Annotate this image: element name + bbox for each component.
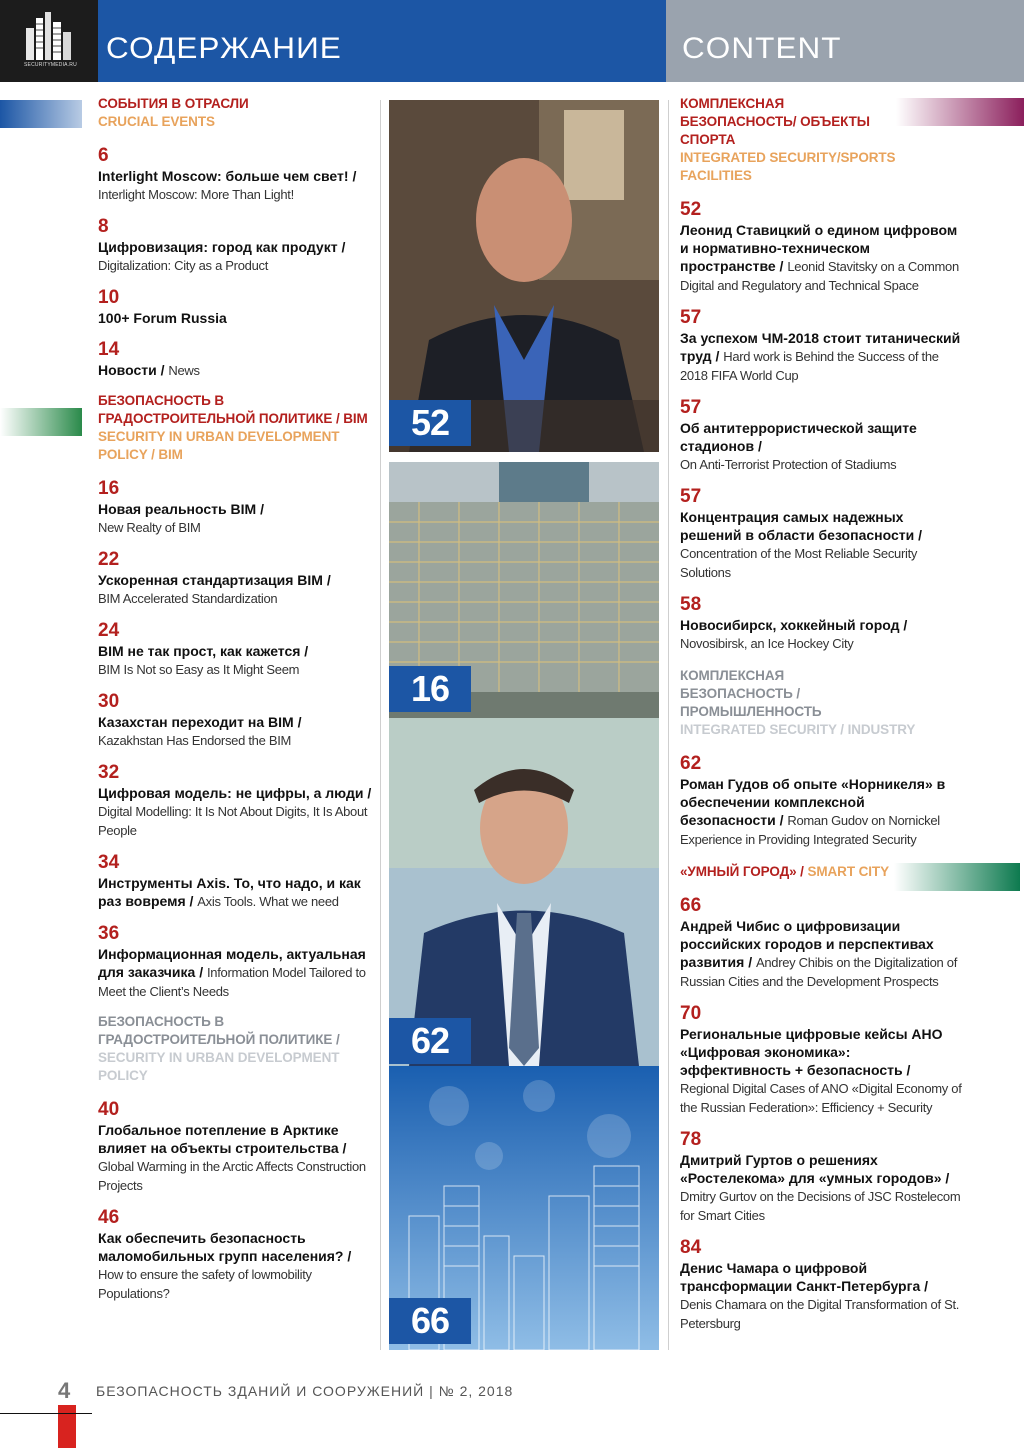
section-title-ru: КОМПЛЕКСНАЯ БЕЗОПАСНОСТЬ/ ОБЪЕКТЫ СПОРТА xyxy=(680,96,870,147)
photo-page-badge: 52 xyxy=(389,400,471,446)
toc-entry[interactable]: 30 Казахстан переходит на BIM / Kazakhstan Has Endorsed the BIM xyxy=(98,691,372,750)
header-en-block xyxy=(666,0,1024,82)
page-title-en: CONTENT xyxy=(682,32,842,65)
page-number: 16 xyxy=(98,478,120,499)
entry-title-en: Concentration of the Most Reliable Security Solutions xyxy=(680,546,918,580)
page-number: 30 xyxy=(98,691,120,712)
section-title-ru: СОБЫТИЯ В ОТРАСЛИ xyxy=(98,96,249,111)
entry-title-ru: 100+ Forum Russia xyxy=(98,310,227,326)
toc-entry[interactable]: 84 Денис Чамара о цифровой трансформации Санкт-Петербурга / Denis Chamara on the Digital Transformation of St. Petersburg xyxy=(680,1237,962,1333)
page-number: 14 xyxy=(98,339,120,360)
entry-title-en: Leonid Stavitsky on a Common Digital and Regulatory and Technical Space xyxy=(680,259,959,293)
entry-title-en: News xyxy=(168,363,200,378)
page-number: 10 xyxy=(98,287,120,308)
page-number: 70 xyxy=(680,1003,702,1024)
page-number: 34 xyxy=(98,852,120,873)
page-number: 32 xyxy=(98,762,120,783)
section-heading: БЕЗОПАСНОСТЬ В ГРАДОСТРОИТЕЛЬНОЙ ПОЛИТИКЕ / SECURITY IN URBAN DEVELOPMENT POLICY xyxy=(98,1014,340,1083)
entry-title-ru: Глобальное потепление в Арктике влияет на объекты строительства xyxy=(98,1122,339,1156)
section-title-en: SECURITY IN URBAN DEVELOPMENT POLICY / BIM xyxy=(98,429,340,462)
logo-caption: SECURITYMEDIA.RU xyxy=(24,62,77,68)
entry-title-ru: Ускоренная стандартизация BIM xyxy=(98,572,323,588)
entry-title-ru: Инструменты Axis. То, что надо, и как раз вовремя xyxy=(98,875,361,909)
toc-entry[interactable]: 78 Дмитрий Гуртов о решениях «Ростелекома» для «умных городов» / Dmitry Gurtov on the Decisions of JSC Rostelecom for Smart Cities xyxy=(680,1129,961,1223)
toc-entry[interactable]: 22 Ускоренная стандартизация BIM / BIM Accelerated Standardization xyxy=(98,549,372,608)
entry-title-en: How to ensure the safety of lowmobility Populations? xyxy=(98,1267,312,1301)
entry-title-ru: Андрей Чибис о цифровизации российских городов и перспективах развития xyxy=(680,918,934,970)
section-title-ru: «УМНЫЙ ГОРОД» xyxy=(680,864,797,879)
footer-magazine-issue: БЕЗОПАСНОСТЬ ЗДАНИЙ И СООРУЖЕНИЙ | № 2, 2018 xyxy=(96,1383,514,1399)
toc-entry[interactable]: 57 Концентрация самых надежных решений в области безопасности / Concentration of the Most Reliable Security Solutions xyxy=(680,486,962,582)
entry-title-en: Roman Gudov on Nornickel Experience in Providing Integrated Security xyxy=(680,813,940,847)
page-number: 84 xyxy=(680,1237,702,1258)
section-title-ru: КОМПЛЕКСНАЯ БЕЗОПАСНОСТЬ / ПРОМЫШЛЕННОСТЬ xyxy=(680,668,822,719)
photo-page-badge: 16 xyxy=(389,666,471,712)
column-divider-right xyxy=(668,100,669,1350)
toc-entry[interactable]: 52 Леонид Ставицкий о едином цифровом и нормативно-техническом пространстве / Leonid Stavitsky on a Common Digital and Regulatory and Technical Space xyxy=(680,199,962,295)
entry-title-en: Global Warming in the Arctic Affects Construction Projects xyxy=(98,1159,366,1193)
portrait-illustration xyxy=(389,718,659,1066)
toc-entry[interactable]: 34 Инструменты Axis. То, что надо, и как раз вовремя / Axis Tools. What we need xyxy=(98,852,372,911)
entry-title-ru: Новая реальность BIM xyxy=(98,501,257,517)
toc-entry[interactable] xyxy=(98,287,372,327)
photo-stadium-construction[interactable] xyxy=(389,462,659,718)
magazine-logo xyxy=(0,0,98,82)
section-title-ru: БЕЗОПАСНОСТЬ В ГРАДОСТРОИТЕЛЬНОЙ ПОЛИТИКЕ / BIM xyxy=(98,393,368,426)
decor-bar-blue xyxy=(0,100,82,128)
toc-entry[interactable]: 36 Информационная модель, актуальная для заказчика / Information Model Tailored to Meet the Client’s Needs xyxy=(98,923,372,1001)
page-number: 6 xyxy=(98,145,109,166)
toc-right-column xyxy=(680,95,962,1333)
footer-page-number: 4 xyxy=(58,1378,71,1403)
section-heading xyxy=(680,667,962,739)
page-number: 57 xyxy=(680,307,702,328)
section-title-en: CRUCIAL EVENTS xyxy=(98,114,215,129)
entry-title-ru: За успехом ЧМ-2018 стоит титанический труд xyxy=(680,330,961,364)
toc-entry[interactable]: 66 Андрей Чибис о цифровизации российских городов и перспективах развития / Andrey Chibis on the Digitalization of Russian Cities and the Development Prospects xyxy=(680,895,962,991)
toc-entry[interactable]: 24 BIM не так прост, как кажется / BIM Is Not so Easy as It Might Seem xyxy=(98,620,372,679)
footer-accent-bar xyxy=(58,1405,76,1448)
entry-title-en: Regional Digital Cases of ANO «Digital Economy of the Russian Federation»: Efficiency + Security xyxy=(680,1081,962,1115)
entry-title-en: Dmitry Gurtov on the Decisions of JSC Rostelecom for Smart Cities xyxy=(680,1189,961,1223)
toc-entry[interactable]: 58 Новосибирск, хоккейный город / Novosibirsk, an Ice Hockey City xyxy=(680,594,962,653)
entry-title-ru: Дмитрий Гуртов о решениях «Ростелекома» для «умных городов» xyxy=(680,1152,942,1186)
entry-title-ru: Концентрация самых надежных решений в области безопасности xyxy=(680,509,915,543)
entry-title-ru: Цифровая модель: не цифры, а люди xyxy=(98,785,364,801)
entry-title-en: Andrey Chibis on the Digitalization of Russian Cities and the Development Prospects xyxy=(680,955,958,989)
entry-title-en: Hard work is Behind the Success of the 2018 FIFA World Cup xyxy=(680,349,939,383)
section-title-en: SMART CITY xyxy=(807,864,889,879)
entry-title-ru: Как обеспечить безопасность маломобильных групп населения? xyxy=(98,1230,344,1264)
section-heading xyxy=(680,95,962,185)
section-title-en: INTEGRATED SECURITY / INDUSTRY xyxy=(680,722,916,737)
entry-title-en: Information Model Tailored to Meet the Client’s Needs xyxy=(98,965,366,999)
page-number: 66 xyxy=(680,895,702,916)
toc-entry[interactable]: 46 Как обеспечить безопасность маломобильных групп населения? / How to ensure the safety of lowmobility Populations? xyxy=(98,1207,372,1303)
entry-title-en: Axis Tools. What we need xyxy=(197,894,339,909)
toc-entry[interactable]: 16 Новая реальность BIM / New Realty of BIM xyxy=(98,478,372,537)
entry-title-en: On Anti-Terrorist Protection of Stadiums xyxy=(680,457,897,472)
toc-entry[interactable]: 8 Цифровизация: город как продукт / Digitalization: City as a Product xyxy=(98,216,372,275)
page-number: 57 xyxy=(680,397,702,418)
entry-title-en: BIM Is Not so Easy as It Might Seem xyxy=(98,662,300,677)
entry-title-ru: Казахстан переходит на BIM xyxy=(98,714,294,730)
section-title-en: INTEGRATED SECURITY/SPORTS FACILITIES xyxy=(680,150,896,183)
toc-entry[interactable]: 6 Interlight Moscow: больше чем свет! / Interlight Moscow: More Than Light! xyxy=(98,145,372,204)
toc-entry[interactable]: 62 Роман Гудов об опыте «Норникеля» в обеспечении комплексной безопасности / Roman Gudov on Nornickel Experience in Providing Integrated Security xyxy=(680,753,962,849)
entry-title-en: Digitalization: City as a Product xyxy=(98,258,269,273)
toc-left-column xyxy=(98,95,372,1303)
page-header xyxy=(0,0,1024,82)
entry-title-ru: Цифровизация: город как продукт xyxy=(98,239,338,255)
page-number: 24 xyxy=(98,620,120,641)
entry-title-ru: Об антитеррористической защите стадионов xyxy=(680,420,917,454)
section-title-ru: БЕЗОПАСНОСТЬ В ГРАДОСТРОИТЕЛЬНОЙ ПОЛИТИКЕ xyxy=(98,1014,333,1047)
entry-title-ru: Interlight Moscow: больше чем свет! xyxy=(98,168,349,184)
entry-title-en: Kazakhstan Has Endorsed the BIM xyxy=(98,733,292,748)
toc-entry[interactable]: 70 Региональные цифровые кейсы АНО «Цифровая экономика»: эффективность + безопасность / Regional Digital Cases of ANO «Digital Economy of the Russian Federation»: Efficiency + Security xyxy=(680,1003,962,1115)
entry-title-ru: Информационная модель, актуальная для заказчика xyxy=(98,946,366,980)
toc-entry[interactable]: 57 За успехом ЧМ-2018 стоит титанический труд / Hard work is Behind the Success of the 2018 FIFA World Cup xyxy=(680,307,961,383)
photo-portrait-gudov[interactable] xyxy=(389,718,659,1066)
page-number: 57 xyxy=(680,486,702,507)
entry-title-en: New Realty of BIM xyxy=(98,520,201,535)
entry-title-ru: Роман Гудов об опыте «Норникеля» в обеспечении комплексной безопасности xyxy=(680,776,946,828)
entry-title-en: Digital Modelling: It Is Not About Digits, It Is About People xyxy=(98,804,368,838)
entry-title-ru: Новости xyxy=(98,362,157,378)
entry-title-en: Novosibirsk, an Ice Hockey City xyxy=(680,636,854,651)
entry-title-en: BIM Accelerated Standardization xyxy=(98,591,278,606)
page-number: 62 xyxy=(680,753,702,774)
column-divider-left xyxy=(380,100,381,1350)
photo-page-badge: 62 xyxy=(389,1018,471,1064)
photo-page-badge: 66 xyxy=(389,1298,471,1344)
toc-entry[interactable]: 14 Новости / News xyxy=(98,339,372,380)
section-heading: «УМНЫЙ ГОРОД» / SMART CITY xyxy=(680,864,889,879)
entry-title-ru: Денис Чамара о цифровой трансформации Санкт-Петербурга xyxy=(680,1260,921,1294)
page-number: 52 xyxy=(680,199,702,220)
page-number: 22 xyxy=(98,549,120,570)
skyline-icon xyxy=(24,10,74,60)
page-title-ru: СОДЕРЖАНИЕ xyxy=(106,32,342,65)
footer-rule xyxy=(0,1413,92,1414)
toc-entry[interactable]: 57 Об антитеррористической защите стадионов / On Anti-Terrorist Protection of Stadiums xyxy=(680,397,962,474)
page-number: 78 xyxy=(680,1129,702,1150)
section-title-en: SECURITY IN URBAN DEVELOPMENT POLICY xyxy=(98,1050,340,1083)
page-number: 58 xyxy=(680,594,702,615)
toc-entry[interactable]: 32 Цифровая модель: не цифры, а люди / Digital Modelling: It Is Not About Digits, It Is About People xyxy=(98,762,372,838)
entry-title-ru: BIM не так прост, как кажется xyxy=(98,643,301,659)
page-number: 8 xyxy=(98,216,109,237)
entry-title-ru: Леонид Ставицкий о едином цифровом и нормативно-техническом пространстве xyxy=(680,222,958,274)
entry-title-ru: Региональные цифровые кейсы АНО «Цифровая экономика»: эффективность + безопасность xyxy=(680,1026,943,1078)
header-ru-block xyxy=(98,0,666,82)
toc-entry[interactable]: 40 Глобальное потепление в Арктике влияет на объекты строительства / Global Warming in the Arctic Affects Construction Projects xyxy=(98,1099,372,1195)
photo-smart-city[interactable] xyxy=(389,1066,659,1350)
section-heading xyxy=(98,95,372,131)
entry-title-en: Interlight Moscow: More Than Light! xyxy=(98,187,294,202)
photo-portrait-stavitsky[interactable] xyxy=(389,100,659,452)
page-number: 36 xyxy=(98,923,120,944)
decor-bar-green xyxy=(0,408,82,436)
page-number: 40 xyxy=(98,1099,120,1120)
entry-title-ru: Новосибирск, хоккейный город xyxy=(680,617,900,633)
section-heading xyxy=(98,392,372,464)
entry-title-en: Denis Chamara on the Digital Transformation of St. Petersburg xyxy=(680,1297,960,1331)
page-number: 46 xyxy=(98,1207,120,1228)
